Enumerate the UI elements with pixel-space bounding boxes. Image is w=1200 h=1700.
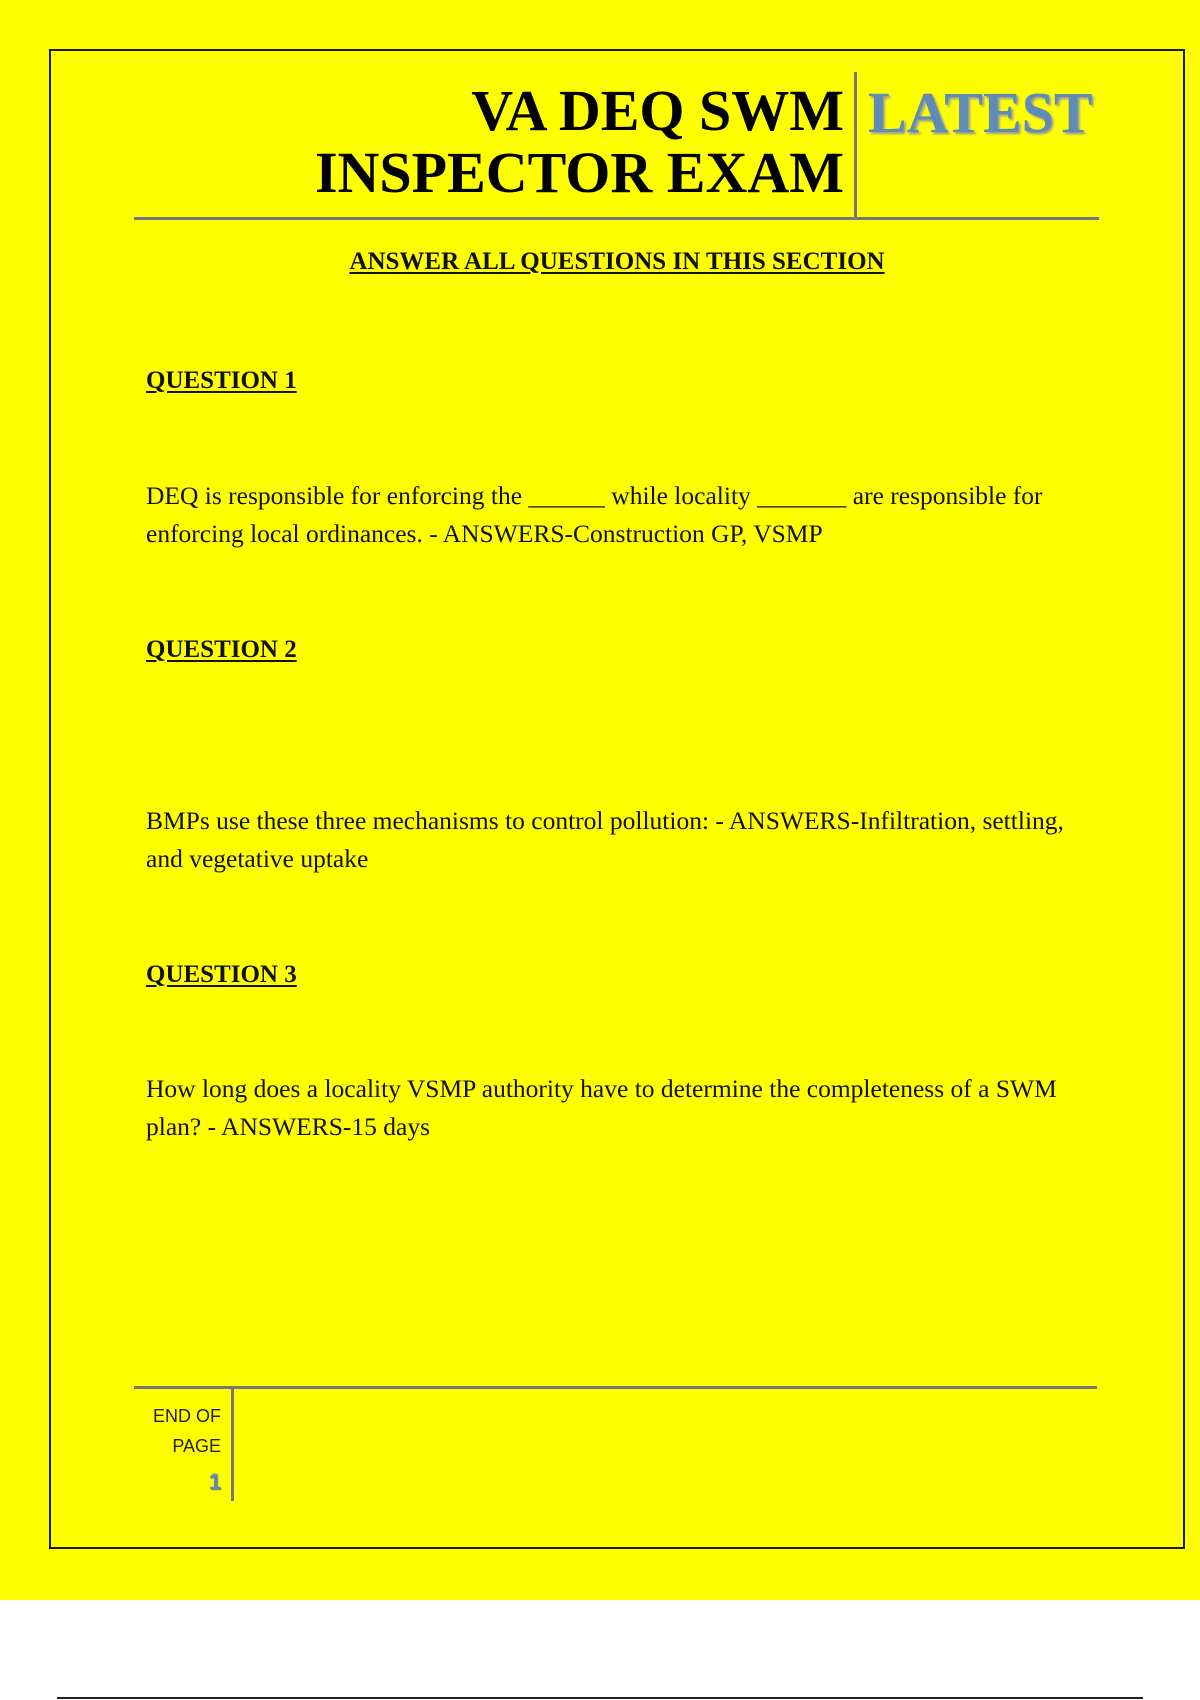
title-line-1: VA DEQ SWM [471, 78, 844, 143]
footer-end-of: END OF [152, 1406, 221, 1426]
question-1-text: DEQ is responsible for enforcing the ______ while locality _______ are responsible for enforcing local ordinances. - ANSWERS-Construction GP, VSMP [146, 481, 1043, 548]
question-3-label: QUESTION 3 [146, 961, 297, 988]
document-title [315, 80, 844, 204]
footer-page-box [134, 1389, 234, 1501]
bottom-rule [57, 1697, 1143, 1699]
footer-page-word: PAGE [172, 1436, 221, 1456]
question-3-text: How long does a locality VSMP authority have to determine the completeness of a SWM plan? - ANSWERS-15 days [146, 1074, 1057, 1141]
page-number: 1 [208, 1469, 221, 1494]
title-divider [854, 72, 857, 220]
page-footer [134, 1386, 1097, 1494]
document-header [134, 72, 1099, 220]
question-2-text: BMPs use these three mechanisms to control pollution: - ANSWERS-Infiltration, settling, and vegetative uptake [146, 806, 1064, 873]
section-heading: ANSWER ALL QUESTIONS IN THIS SECTION [349, 248, 885, 275]
latest-badge: LATEST [868, 80, 1093, 145]
question-2-label: QUESTION 2 [146, 636, 297, 663]
title-line-2: INSPECTOR EXAM [314, 140, 844, 205]
question-1-label: QUESTION 1 [146, 367, 297, 394]
